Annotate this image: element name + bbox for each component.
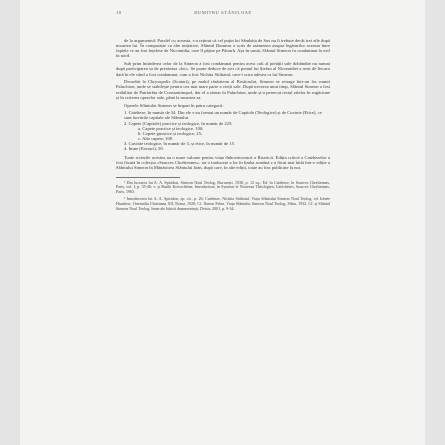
list-subitem: b. Capete gnostice și teologice, 25; (138, 130, 203, 136)
body-paragraph: Deosebit la Chrysopolis (Scutari), pe malul răsăritean al Bosforului, Simeon se retrage într-un loc numit Paluchion, unde se stabilește pentru cea mai mare parte a vieții sale. După trecerea unui timp, Sfântul Simeon a fost reabilitat de Patriarhia de Constantinopol, dar el a rămas în Paluchion, unde și-a petrecut restul zilelor în rugăciune și în scrierea operelor sale, până la moartea sa. (116, 79, 330, 100)
works-list (124, 110, 330, 151)
body-paragraph: Sub prim întinderea celor de la Simeon a fost condamnat pentru acest cult al pietății sale dobândite nu numai după participarea sa de preoteasa «lor». Se poate deduce de aici că pomul lui Ștefan al Nicomidiei a avut de fiecare dată în ele când a fost condamnat, cum a fost Nichita Stithatul, care-i scria adesea ca lui Simeon. (116, 61, 330, 77)
list-item: 2. Capete (Capitole) practice și teologice, în număr de 225: (124, 120, 233, 126)
text-column (116, 38, 330, 214)
list-subitem: a. Capete practice și teologice, 100; (138, 125, 204, 131)
footnote: ¹ Din lucrarea lui A. A. Spiridon, Simeon Noul Teolog, București, 1938, p. 12 sq.; Ed. în Cateheze, în Sources Chrétiennes, Paris, vol. I, p. 35-46; v. și Basile Krivochéine, Introduction, în Symeon le Nouveau Théologien, Catéchèses, Sources Chrétiennes, Paris, 1963. (116, 179, 330, 195)
list-subitem: c. Alte capete, 100. (138, 136, 174, 142)
body-paragraph: Operele Sfântului Simeon se împart în patru categorii: (124, 102, 224, 108)
page-number: 10 (116, 10, 122, 15)
list-item: 4. Imne (Erosuri), 58. (124, 146, 164, 152)
footnote: ² Introducerea lui A. A. Spiridon, op. cit., p. 26; Cateheze, Nichita Stithatul, Viața Sfântului Simeon Noul Teolog, ed. Irénée Hausherr, Orientalia Christiana XII, Roma, 1928; Cf. Ilarion Felea, Viața Sfântului Simeon Noul Teolog, Sibiu, 1932. Cf. și Sfântul Simeon Noul Teolog, Imne ale Iubirii dumnezeiești, Deisis, 2001, p. 9-34. (116, 196, 330, 211)
running-title: DUMITRU STĂNILOAE (194, 10, 252, 15)
list-item: 1. Cateheze, în număr de 34. Din ele s-au format un număr de Capitole (Teologice) și de Cuvinte (Etice), ce sunt lucrările capitale ale Sfântului. (124, 110, 322, 121)
closing-paragraph: Toate scrierile acestea au o mare valoare pentru viața duhovnicească a Bisericii. Ediția critică a Catehezelor a fost făcută în colecția «Sources Chrétiennes», iar o traducere a lor în limba română s-a făcut mai întâi într-o ediție a Sfântului Simeon în Mănăstirea Sfântului Ioan, după care, în alte ediții, toate au fost publicate la noi. (116, 154, 330, 170)
body-paragraph: de la argumentul: Paralel cu aceasta, s-a reținut că cel puțin lui Sâmbăta de Sus nu îi trebuie decât trei zile după moartea lui. În comparație cu alte inițiative, Sfântul Dumitru a scris de asemenea asupra legăturilor aceasta între faptele ce au fost înțelese de Nicomidia, care îl pățise pe Pătrarh. Așa în urmă, Sfântul Simeon fu condamnat la exil în nord. (116, 38, 330, 59)
footnotes (116, 181, 330, 212)
list-item: 3. Cuvinte teologice, în număr de 3, și etice, în număr de 15. (124, 141, 236, 147)
footnote-separator (116, 177, 180, 178)
